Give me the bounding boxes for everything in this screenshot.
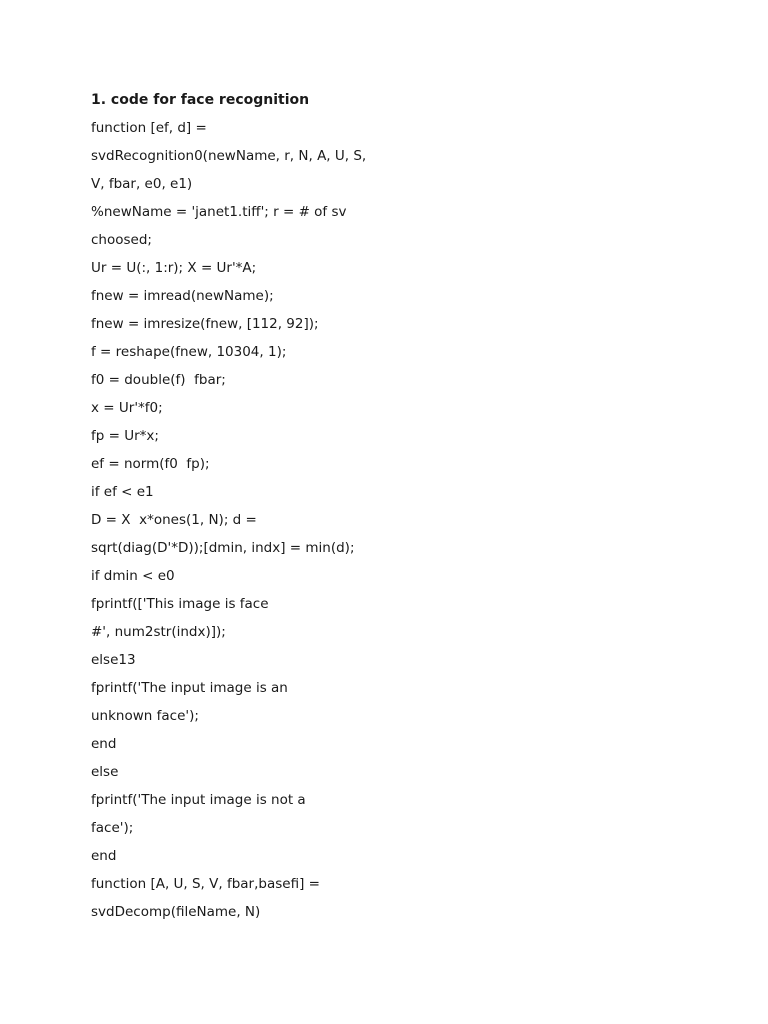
code-line: face');: [91, 820, 134, 836]
code-line: else: [91, 764, 119, 780]
code-line: if dmin < e0: [91, 568, 175, 584]
code-line: function [ef, d] =: [91, 120, 207, 136]
code-line: D = X x*ones(1, N); d =: [91, 512, 257, 528]
code-line: fprintf('The input image is an: [91, 680, 288, 696]
code-line: x = Ur'*f0;: [91, 400, 163, 416]
code-line: f = reshape(fnew, 10304, 1);: [91, 344, 287, 360]
code-line: if ef < e1: [91, 484, 154, 500]
code-line: fprintf(['This image is face: [91, 596, 269, 612]
code-line: f0 = double(f) fbar;: [91, 372, 226, 388]
code-line: V, fbar, e0, e1): [91, 176, 193, 192]
code-line: fprintf('The input image is not a: [91, 792, 306, 808]
code-line: svdDecomp(fileName, N): [91, 904, 261, 920]
code-line: ef = norm(f0 fp);: [91, 456, 210, 472]
code-line: svdRecognition0(newName, r, N, A, U, S,: [91, 148, 367, 164]
section-heading: 1. code for face recognition: [91, 92, 310, 108]
code-line: fnew = imread(newName);: [91, 288, 274, 304]
code-line: fnew = imresize(fnew, [112, 92]);: [91, 316, 319, 332]
code-line: fp = Ur*x;: [91, 428, 159, 444]
code-line: Ur = U(:, 1:r); X = Ur'*A;: [91, 260, 257, 276]
code-line: sqrt(diag(D'*D));[dmin, indx] = min(d);: [91, 540, 355, 556]
code-line: else13: [91, 652, 136, 668]
code-line: end: [91, 848, 117, 864]
code-line: function [A, U, S, V, fbar,basefi] =: [91, 876, 320, 892]
code-line: choosed;: [91, 232, 152, 248]
document-content: [91, 86, 691, 926]
code-line: end: [91, 736, 117, 752]
code-line: #', num2str(indx)]);: [91, 624, 226, 640]
code-line: %newName = 'janet1.tiff'; r = # of sv: [91, 204, 347, 220]
code-line: unknown face');: [91, 708, 199, 724]
